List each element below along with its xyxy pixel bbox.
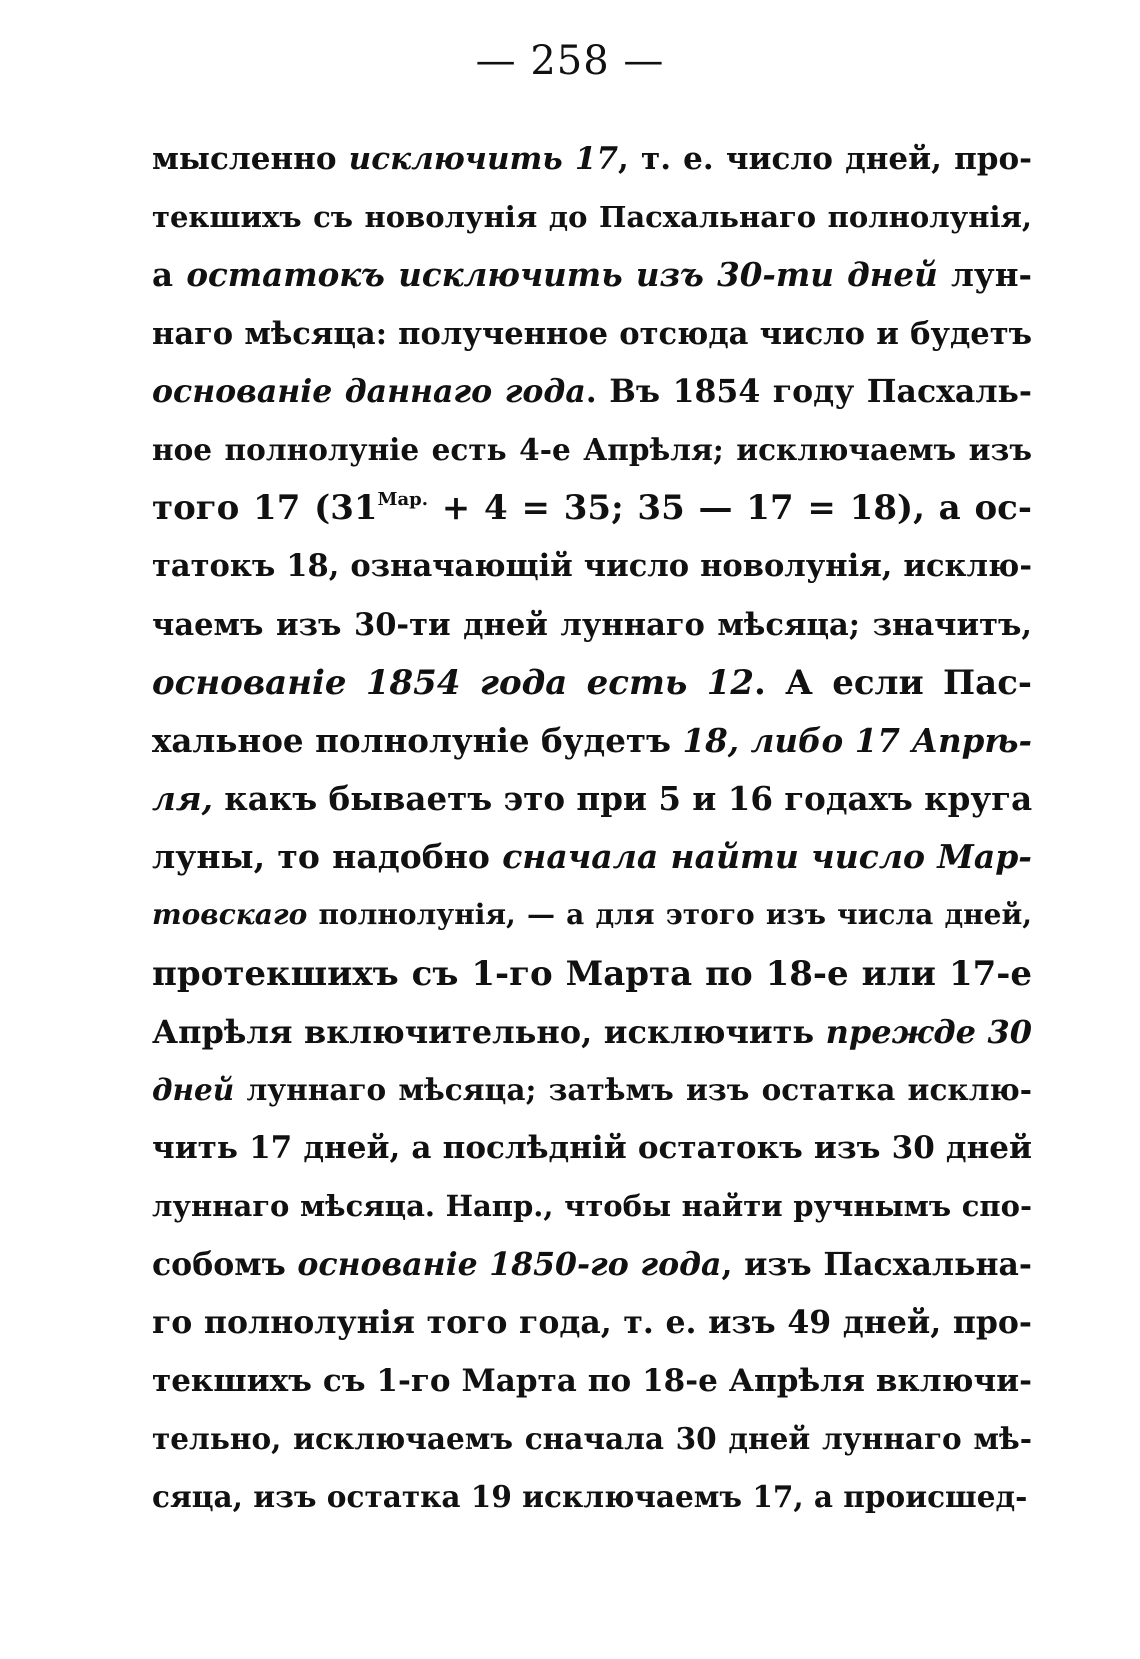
- text-line: [152, 886, 1032, 944]
- text-line: [152, 130, 1032, 188]
- italic-text: остатокъ исключить изъ 30-ти дней: [186, 255, 938, 295]
- text-segment: луны, то надобно: [152, 837, 503, 877]
- text-line: [152, 246, 1032, 304]
- text-segment: чаемъ изъ 30-ти дней луннаго мѣсяца; значитъ,: [152, 606, 1032, 643]
- text-line: [152, 421, 1032, 479]
- text-segment: полнолунія, — а для этого изъ числа дней,: [307, 898, 1032, 932]
- text-segment: чить 17 дней, а послѣдній остатокъ изъ 30 дней: [152, 1130, 1032, 1167]
- text-segment: лун-: [937, 255, 1033, 295]
- text-line: [152, 1003, 1032, 1061]
- italic-text: ля,: [152, 779, 213, 819]
- text-line: [152, 188, 1032, 246]
- text-line: [152, 1177, 1032, 1235]
- text-line: [152, 1352, 1032, 1410]
- text-line: [152, 1061, 1032, 1119]
- italic-text: сначала найти число Мар-: [502, 837, 1032, 877]
- superscript-text: Мар.: [377, 489, 428, 511]
- text-segment: сяца, изъ остатка 19 исключаемъ 17, а происшед-: [152, 1479, 1028, 1515]
- text-segment: какъ бываетъ это при 5 и 16 годахъ круга: [212, 779, 1033, 819]
- text-line: [152, 712, 1032, 770]
- text-line: [152, 537, 1032, 595]
- italic-text: прежде 30: [825, 1012, 1033, 1051]
- text-line: [152, 654, 1032, 712]
- text-segment: ное полнолуніе есть 4-е Апрѣля; исключаемъ изъ: [152, 431, 1032, 467]
- italic-text: основаніе 1854 года есть 12: [152, 662, 755, 703]
- text-segment: собомъ: [152, 1245, 298, 1283]
- text-line: [152, 828, 1032, 886]
- text-line: [152, 770, 1032, 828]
- text-line: [152, 1236, 1032, 1294]
- text-line: [152, 1410, 1032, 1468]
- text-line: [152, 1468, 1032, 1526]
- italic-text: товскаго: [152, 898, 308, 932]
- text-line: [152, 1119, 1032, 1177]
- text-segment: протекшихъ съ 1-го Марта по 18-е или 17-е: [152, 953, 1032, 994]
- text-segment: го полнолунія того года, т. е. изъ 49 дней, про-: [152, 1303, 1032, 1341]
- text-segment: луннаго мѣсяца; затѣмъ изъ остатка исклю-: [234, 1072, 1032, 1107]
- text-segment: , изъ Пасхальна-: [721, 1245, 1033, 1283]
- italic-text: основаніе даннаго года: [152, 372, 586, 410]
- italic-text: исключить 17: [348, 141, 619, 177]
- text-segment: тельно, исключаемъ сначала 30 дней луннаго мѣ-: [152, 1421, 1032, 1457]
- italic-text: основаніе 1850-го года: [297, 1245, 722, 1283]
- text-line: [152, 305, 1032, 363]
- text-segment: хальное полнолуніе будетъ: [152, 720, 683, 760]
- text-line: [152, 479, 1032, 537]
- text-segment: Апрѣля включительно, исключить: [152, 1012, 826, 1051]
- text-segment: наго мѣсяца: полученное отсюда число и будетъ: [152, 315, 1032, 352]
- text-line: [152, 363, 1032, 421]
- italic-text: дней: [152, 1072, 235, 1107]
- italic-text: 18, либо 17 Апрѣ-: [682, 720, 1032, 760]
- page-number: — 258 —: [475, 38, 665, 84]
- text-line: [152, 596, 1032, 654]
- text-line: [152, 1294, 1032, 1352]
- text-segment: луннаго мѣсяца. Напр., чтобы найти ручнымъ спо-: [152, 1189, 1032, 1224]
- text-segment: а: [152, 255, 187, 295]
- text-segment: . А если Пас-: [754, 662, 1033, 703]
- text-segment: . Въ 1854 году Пасхаль-: [585, 372, 1032, 410]
- text-segment: текшихъ съ новолунія до Пасхальнаго полнолунія,: [152, 200, 1032, 235]
- text-segment: того 17 (31: [152, 488, 378, 529]
- text-segment: татокъ 18, означающій число новолунія, исклю-: [152, 548, 1032, 585]
- text-segment: текшихъ съ 1-го Марта по 18-е Апрѣля включи-: [152, 1362, 1032, 1399]
- body-text: [152, 130, 1032, 1527]
- text-segment: + 4 = 35; 35 — 17 = 18), а ос-: [428, 488, 1032, 529]
- text-segment: мысленно: [152, 141, 349, 177]
- text-line: [152, 945, 1032, 1003]
- text-segment: , т. е. число дней, про-: [618, 141, 1032, 177]
